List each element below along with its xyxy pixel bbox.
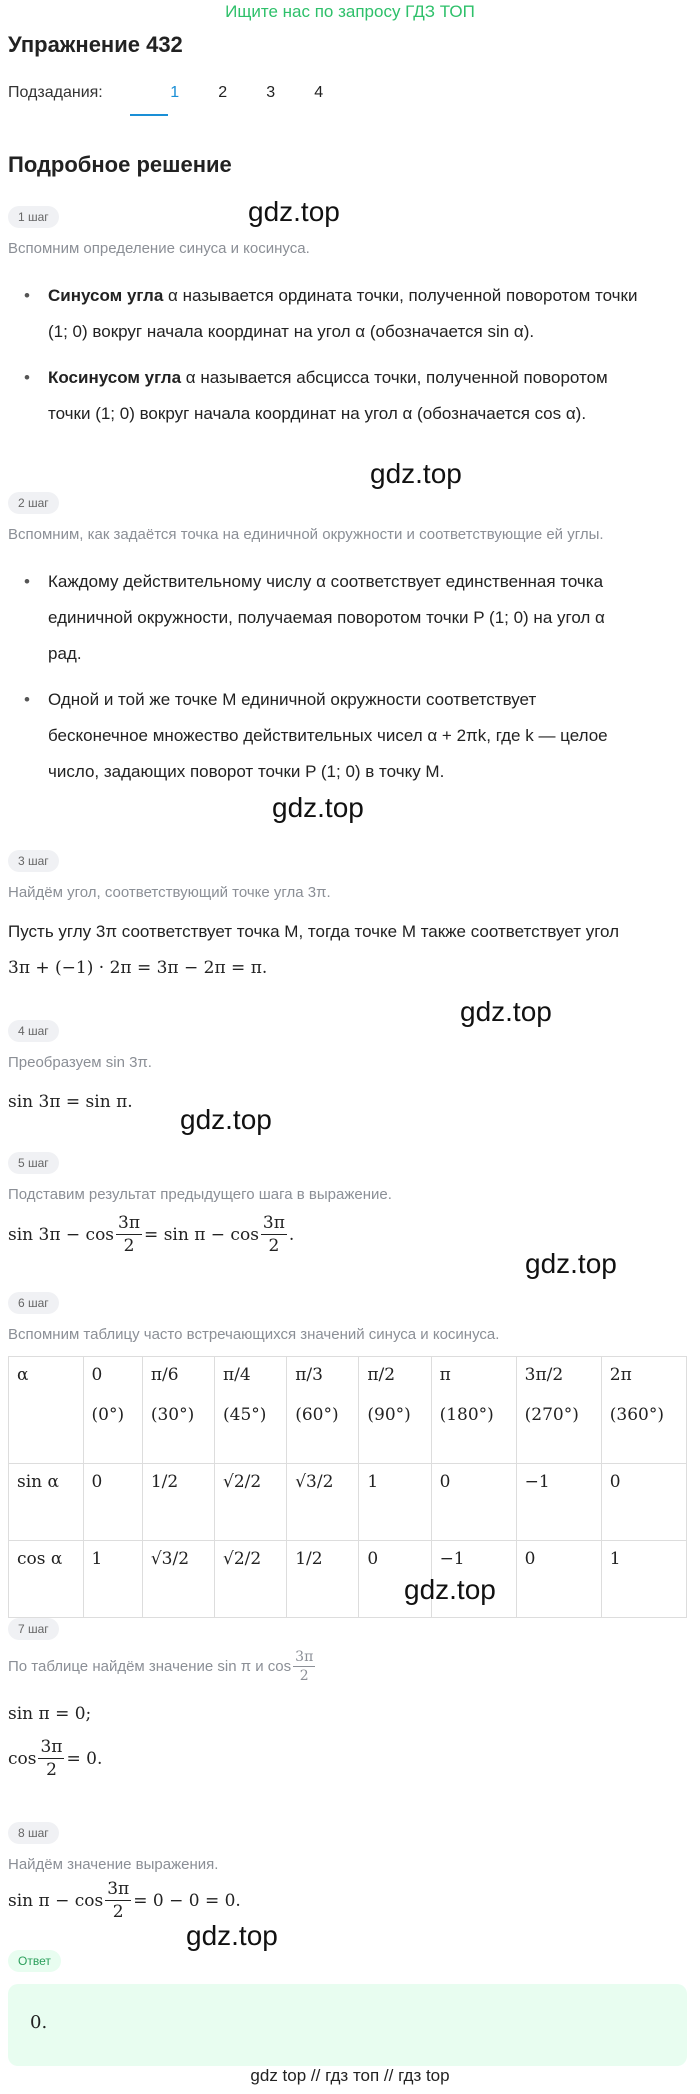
table-cell: 1 [359, 1464, 431, 1541]
denominator: 2 [46, 1760, 57, 1780]
table-cell: π/3 (60°) [287, 1357, 359, 1464]
table-row-angles [9, 1357, 687, 1464]
watermark: gdz.top [248, 196, 340, 227]
promo-banner[interactable]: Ищите нас по запросу ГДЗ ТОП [225, 2, 475, 21]
table-cell: 3π/2 (270°) [516, 1357, 601, 1464]
table-cell: 0 [431, 1464, 516, 1541]
def-text: α называется ордината точки, полученной поворотом точки [168, 286, 638, 305]
step-hint-1: Вспомним определение синуса и косинуса. [8, 240, 310, 257]
list-item [20, 682, 688, 790]
expr-part: = 0. [66, 1748, 103, 1769]
watermark: gdz.top [370, 458, 462, 489]
numerator: 3π [107, 1879, 130, 1899]
def-text: (1; 0) вокруг начала координат на угол α (обозначается sin α). [48, 322, 535, 341]
fraction [261, 1212, 287, 1257]
table-cell: 1/2 [287, 1541, 359, 1618]
expr-part: . [288, 1224, 295, 1245]
table-cell: √3/2 [287, 1464, 359, 1541]
step-badge-5: 5 шаг [8, 1152, 59, 1174]
fraction [105, 1878, 131, 1923]
table-cell: −1 [431, 1541, 516, 1618]
list-item [20, 564, 688, 672]
answer-value: 0. [30, 2012, 48, 2033]
term-sine: Синусом угла [48, 286, 164, 305]
fraction [38, 1736, 64, 1781]
step4-formula: sin 3π = sin π. [8, 1092, 133, 1112]
subtask-tab-1[interactable]: 1 [170, 84, 180, 101]
subtasks-label: Подзадания: [8, 84, 103, 101]
definition-list [20, 278, 688, 442]
page-title: Упражнение 432 [8, 32, 183, 57]
line-text: рад. [48, 644, 82, 663]
def-text: α называется абсцисса точки, полученной поворотом [185, 368, 608, 387]
watermark: gdz.top [186, 1920, 278, 1951]
step8-formula [8, 1878, 241, 1923]
table-cell: 1 [601, 1541, 686, 1618]
expr-part: sin 3π − cos [8, 1224, 115, 1245]
answer-box [8, 1984, 687, 2066]
step3-line2: 3π + (−1) · 2π = 3π − 2π = π. [8, 958, 268, 978]
watermark: gdz.top [272, 792, 364, 823]
line-text: Каждому действительному числу α соответствует единственная точка [48, 572, 604, 591]
denominator: 2 [112, 1902, 124, 1922]
numerator: 3π [262, 1213, 285, 1233]
table-cell: 0 (0°) [83, 1357, 142, 1464]
step-badge-6: 6 шаг [8, 1292, 59, 1314]
table-cell: 2π (360°) [601, 1357, 686, 1464]
step3-line1: Пусть углу 3π соответствует точка M, тогда точке M также соответствует угол [8, 922, 620, 941]
step-badge-4: 4 шаг [8, 1020, 59, 1042]
numerator: 3π [118, 1213, 141, 1233]
step-badge-7: 7 шаг [8, 1618, 59, 1640]
table-cell: √2/2 [215, 1541, 287, 1618]
table-cell: π/6 (30°) [142, 1357, 214, 1464]
table-row-cos [9, 1541, 687, 1618]
step-badge-8: 8 шаг [8, 1822, 59, 1844]
trig-values-table [8, 1356, 687, 1618]
table-cell: π (180°) [431, 1357, 516, 1464]
list-item [20, 360, 688, 432]
fraction [116, 1212, 142, 1257]
step5-formula [8, 1212, 294, 1257]
table-cell: 1/2 [142, 1464, 214, 1541]
def-text: точки (1; 0) вокруг начала координат на угол α (обозначается cos α). [48, 404, 587, 423]
step-badge-3: 3 шаг [8, 850, 59, 872]
table-cell: −1 [516, 1464, 601, 1541]
step-hint-7 [8, 1648, 317, 1685]
table-cell: 1 [83, 1541, 142, 1618]
line-text: число, задающих поворот точки P (1; 0) в точку M. [48, 762, 445, 781]
table-row-sin [9, 1464, 687, 1541]
table-cell: 0 [359, 1541, 431, 1618]
table-cell: π/4 (45°) [215, 1357, 287, 1464]
fraction [293, 1648, 315, 1685]
solution-heading: Подробное решение [8, 152, 232, 177]
step-hint-6: Вспомним таблицу часто встречающихся значений синуса и косинуса. [8, 1326, 500, 1343]
table-cell: α [9, 1357, 84, 1464]
subtasks-bar [8, 84, 343, 102]
subtask-tab-4[interactable]: 4 [314, 84, 324, 101]
table-cell: 0 [83, 1464, 142, 1541]
step-hint-8: Найдём значение выражения. [8, 1856, 219, 1873]
subtask-tab-3[interactable]: 3 [266, 84, 276, 101]
denominator: 2 [299, 1668, 309, 1684]
table-cell: 0 [516, 1541, 601, 1618]
answer-badge: Ответ [8, 1950, 61, 1972]
denominator: 2 [123, 1236, 135, 1256]
table-cell: π/2 (90°) [359, 1357, 431, 1464]
watermark: gdz.top [460, 996, 552, 1027]
line-text: единичной окружности, получаемая поворотом точки P (1; 0) на угол α [48, 608, 605, 627]
step-hint-2: Вспомним, как задаётся точка на единичной окружности и соответствующие ей углы. [8, 526, 604, 543]
step7-line1: sin π = 0; [8, 1704, 92, 1724]
numerator: 3π [40, 1737, 63, 1757]
active-tab-indicator [130, 114, 168, 116]
unit-circle-list [20, 564, 688, 800]
line-text: бесконечное множество действительных чисел α + 2πk, где k — целое [48, 726, 608, 745]
expr-part: = sin π − cos [144, 1224, 259, 1245]
footer-links[interactable]: gdz top // гдз топ // гдз top [250, 2066, 450, 2085]
step-hint-5: Подставим результат предыдущего шага в выражение. [8, 1186, 392, 1203]
watermark: gdz.top [404, 1574, 496, 1605]
table-cell: 0 [601, 1464, 686, 1541]
hint-text: По таблице найдём значение sin π и cos [8, 1658, 292, 1675]
step-hint-4: Преобразуем sin 3π. [8, 1054, 152, 1071]
numerator: 3π [295, 1649, 314, 1665]
step-hint-3: Найдём угол, соответствующий точке угла 3π. [8, 884, 331, 901]
table-cell: cos α [9, 1541, 84, 1618]
table-cell: √2/2 [215, 1464, 287, 1541]
step-badge-1: 1 шаг [8, 206, 59, 228]
watermark: gdz.top [180, 1104, 272, 1135]
expr-part: = 0 − 0 = 0. [133, 1890, 241, 1911]
expr-part: sin π − cos [8, 1890, 104, 1911]
expr-part: cos [8, 1748, 37, 1769]
term-cosine: Косинусом угла [48, 368, 182, 387]
table-cell: √3/2 [142, 1541, 214, 1618]
list-item [20, 278, 688, 350]
step7-line2 [8, 1736, 102, 1781]
subtask-tab-2[interactable]: 2 [218, 84, 228, 101]
watermark: gdz.top [525, 1248, 617, 1279]
line-text: Одной и той же точке M единичной окружности соответствует [48, 690, 537, 709]
table-cell: sin α [9, 1464, 84, 1541]
step-badge-2: 2 шаг [8, 492, 59, 514]
denominator: 2 [268, 1236, 280, 1256]
